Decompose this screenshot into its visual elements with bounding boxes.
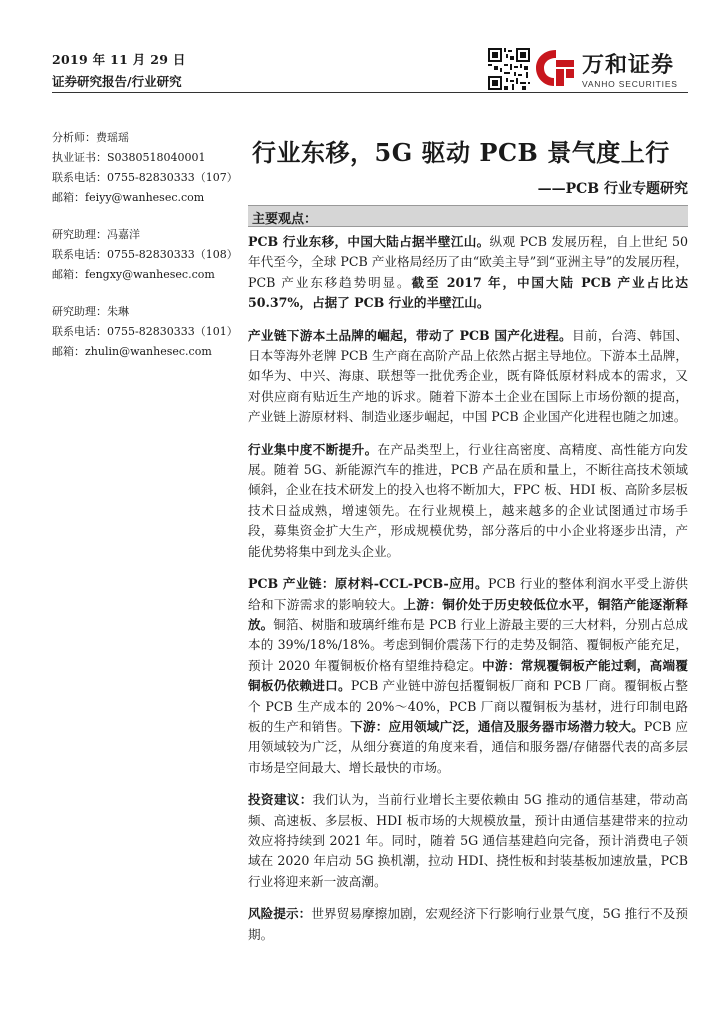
assistant-phone: 联系电话：0755-82830333（101） [52, 325, 238, 338]
assistant-name: 研究助理：朱琳 [52, 305, 129, 318]
paragraph-segment: 目前，台湾、韩国、日本等海外老牌 PCB 生产商在高阶产品上依然占据主导地位。下游本土品牌，如华为、中兴、海康、联想等一批优秀企业，既有降低原材料成本的需求，又对供应商有贴近生产地的诉求。随着下游本土企业在国际上市场份额的提高，产业链上游原材料、制造业逐步崛起，中国 PCB 企业国产化进程也随之加速。 [248, 327, 688, 425]
assistant-email: 邮箱：zhulin@wanhesec.com [52, 345, 212, 358]
paragraph-segment: 截至 2017 年，中国大陆 PCB 产业占比达 50.37%，占据了 PCB 行业的半壁江山。 [248, 274, 688, 311]
assistant-email: 邮箱：fengxy@wanhesec.com [52, 268, 215, 281]
analyst-info-2 [52, 225, 242, 285]
analyst-email: 邮箱：feiyy@wanhesec.com [52, 191, 205, 204]
paragraph-segment: PCB 行业东移，中国大陆占据半壁江山。 [248, 234, 490, 249]
report-date: 2019 年 11 月 29 日 [52, 52, 186, 67]
paragraph-segment: 投资建议： [248, 792, 313, 808]
paragraph-segment: PCB 行业的整体利润水平受上游供给和下游需求的影响较大。 [248, 576, 688, 612]
paragraph-segment: 我们认为，当前行业增长主要依赖由 5G 推动的通信基建，带动高频、高速板、多层板、HDI 板市场的大规模放量，预计由通信基建带来的拉动效应将持续到 2021 年。同时，随着 5G 通信基建趋向完备，预计消费电子领域在 2020 年启动 5G 换机潮，拉动 HDI、挠性板和封装基板加速放量，PCB 行业将迎来新一波高潮。 [248, 792, 688, 889]
header-divider [52, 92, 688, 93]
section-heading-main-points: 主要观点： [248, 205, 688, 227]
paragraph-segment: 世界贸易摩擦加剧，宏观经济下行影响行业景气度，5G 推行不及预期。 [248, 906, 689, 942]
paragraph-segment: 风险提示： [248, 906, 312, 922]
paragraph-segment: 中游：常规覆铜板产能过剩，高端覆铜板仍依赖进口。 [248, 657, 688, 694]
paragraph-segment: 行业集中度不断提升。 [248, 441, 378, 457]
report-type: 证券研究报告/行业研究 [52, 74, 182, 89]
paragraph-industry-chain [248, 574, 688, 778]
analyst-info-1 [52, 128, 242, 208]
paragraph-segment: 在产品类型上，行业往高密度、高精度、高性能方向发展。随着 5G、新能源汽车的推进，PCB 产品在质和量上，不断往高技术领域倾斜，企业在技术研发上的投入也将不断加大，FPC 板、HDI 板、高阶多层板技术日益成熟，增速领先。在行业规模上，越来越多的企业试图通过市场手段，募集资金扩大生产，形成规模优势，部分落后的中小企业将逐步出清，产能优势将集中到龙头企业。 [248, 441, 689, 559]
analyst-license: 执业证书：S0380518040001 [52, 151, 206, 164]
analyst-phone: 联系电话：0755-82830333（107） [52, 171, 238, 184]
paragraph-segment: 铜箔、树脂和玻璃纤维布是 PCB 行业上游最主要的三大材料，分别占总成本的 39%/18%/18%。考虑到铜价震荡下行的走势及铜箔、覆铜板产能充足，预计 2020 年覆铜板价格有望维持稳定。 [248, 616, 689, 673]
paragraph-segment: 上游：铜价处于历史较低位水平，铜箔产能逐渐释放。 [248, 596, 689, 632]
assistant-name: 研究助理：冯嘉洋 [52, 228, 140, 241]
report-title: 行业东移，5G 驱动 PCB 景气度上行 [252, 138, 670, 167]
paragraph-investment-advice [248, 790, 688, 892]
qr-code-icon [488, 48, 530, 90]
paragraph-concentration [248, 440, 688, 562]
analyst-name: 分析师：费瑶瑶 [52, 131, 129, 144]
paragraph-industry-shift [248, 232, 688, 314]
logo-text-en: VANHO SECURITIES [582, 79, 678, 89]
paragraph-segment: PCB 产业链中游包括覆铜板厂商和 PCB 厂商。覆铜板占整个 PCB 生产成本的 20%～40%，PCB 厂商以覆铜板为基材，进行印制电路板的生产和销售。 [248, 678, 688, 734]
analyst-info-3 [52, 302, 242, 362]
logo-text-cn: 万和证券 [582, 53, 675, 78]
assistant-phone: 联系电话：0755-82830333（108） [52, 248, 238, 261]
analyst-sidebar [52, 128, 242, 379]
report-subtitle: ——PCB 行业专题研究 [537, 181, 688, 197]
paragraph-risk-warning [248, 904, 688, 945]
paragraph-segment: 纵观 PCB 发展历程，自上世纪 50 年代至今，全球 PCB 产业格局经历了由“欧美主导”到“亚洲主导”的发展历程，PCB 产业东移趋势明显。 [248, 234, 688, 290]
paragraph-segment: PCB 应用领域较为广泛，从细分赛道的角度来看，通信和服务器/存储器代表的高多层市场是空间最大、增长最快的市场。 [248, 718, 688, 775]
paragraph-segment: 产业链下游本土品牌的崛起，带动了 PCB 国产化进程。 [248, 327, 572, 343]
paragraph-segment: PCB 产业链：原材料-CCL-PCB-应用。 [248, 576, 488, 592]
vanho-logo-icon [534, 48, 578, 88]
paragraph-localization [248, 326, 688, 428]
main-points-body [248, 232, 688, 957]
paragraph-segment: 下游：应用领域广泛，通信及服务器市场潜力较大。 [350, 718, 644, 734]
